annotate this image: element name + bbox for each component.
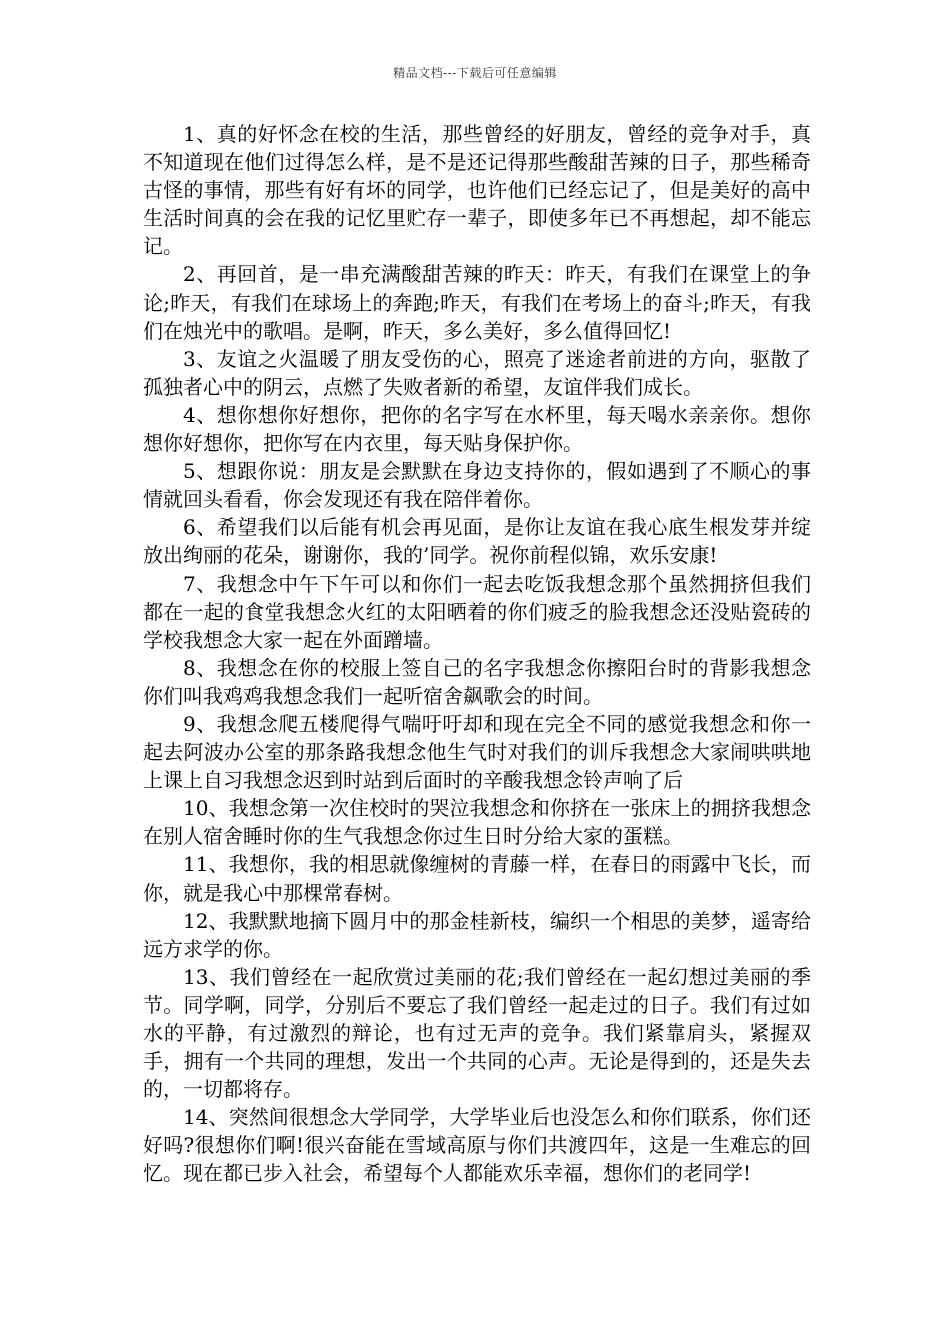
paragraph-3: 3、友谊之火温暖了朋友受伤的心，照亮了迷途者前进的方向，驱散了孤独者心中的阴云，点燃了失败者新的希望，友谊伴我们成长。 [143, 346, 811, 399]
paragraph-2: 2、再回首，是一串充满酸甜苦辣的昨天：昨天，有我们在课堂上的争论;昨天，有我们在球场上的奔跑;昨天，有我们在考场上的奋斗;昨天，有我们在烛光中的歌唱。是啊，昨天，多么美好，多么值得回忆! [143, 262, 811, 343]
paragraph-14: 14、突然间很想念大学同学，大学毕业后也没怎么和你们联系，你们还好吗?很想你们啊!很兴奋能在雪域高原与你们共渡四年，这是一生难忘的回忆。现在都已步入社会，希望每个人都能欢乐幸福，想你们的老同学! [143, 1105, 811, 1186]
paragraph-10: 10、我想念第一次住校时的哭泣我想念和你挤在一张床上的拥挤我想念在别人宿舍睡时你的生气我想念你过生日时分给大家的蛋糕。 [143, 796, 811, 849]
paragraph-11: 11、我想你，我的相思就像缠树的青藤一样，在春日的雨露中飞长，而你，就是我心中那棵常春树。 [143, 852, 811, 905]
page-header: 精品文档---下载后可任意编辑 [393, 66, 557, 80]
paragraph-1: 1、真的好怀念在校的生活，那些曾经的好朋友，曾经的竞争对手，真不知道现在他们过得怎么样，是不是还记得那些酸甜苦辣的日子，那些稀奇古怪的事情，那些有好有坏的同学，也许他们已经忘记了，但是美好的高中生活时间真的会在我的记忆里贮存一辈子，即使多年已不再想起，却不能忘记。 [143, 122, 811, 259]
paragraph-9: 9、我想念爬五楼爬得气喘吁吁却和现在完全不同的感觉我想念和你一起去阿波办公室的那条路我想念他生气时对我们的训斥我想念大家闹哄哄地上课上自习我想念迟到时站到后面时的辛酸我想念铃声响了后 [143, 711, 811, 793]
paragraph-12: 12、我默默地摘下圆月中的那金桂新枝，编织一个相思的美梦，遥寄给远方求学的你。 [143, 908, 811, 961]
paragraph-5: 5、想跟你说：朋友是会默默在身边支持你的，假如遇到了不顺心的事情就回头看看，你会发现还有我在陪伴着你。 [143, 459, 811, 512]
paragraph-6: 6、希望我们以后能有机会再见面，是你让友谊在我心底生根发芽并绽放出绚丽的花朵，谢谢你，我的’同学。祝你前程似锦，欢乐安康! [143, 515, 811, 568]
document-body [143, 120, 811, 1188]
paragraph-4: 4、想你想你好想你，把你的名字写在水杯里，每天喝水亲亲你。想你想你好想你，把你写在内衣里，每天贴身保护你。 [143, 402, 811, 456]
paragraph-7: 7、我想念中午下午可以和你们一起去吃饭我想念那个虽然拥挤但我们都在一起的食堂我想念火红的太阳晒着的你们疲乏的脸我想念还没贴瓷砖的学校我想念大家一起在外面蹭墙。 [143, 571, 811, 652]
paragraph-13: 13、我们曾经在一起欣赏过美丽的花;我们曾经在一起幻想过美丽的季节。同学啊，同学，分别后不要忘了我们曾经一起走过的日子。我们有过如水的平静，有过激烈的辩论，也有过无声的竞争。我们紧靠肩头，紧握双手，拥有一个共同的理想，发出一个共同的心声。无论是得到的，还是失去的，一切都将存。 [143, 964, 811, 1102]
paragraph-8: 8、我想念在你的校服上签自己的名字我想念你擦阳台时的背影我想念你们叫我鸡鸡我想念我们一起听宿舍飙歌会的时间。 [143, 655, 811, 708]
